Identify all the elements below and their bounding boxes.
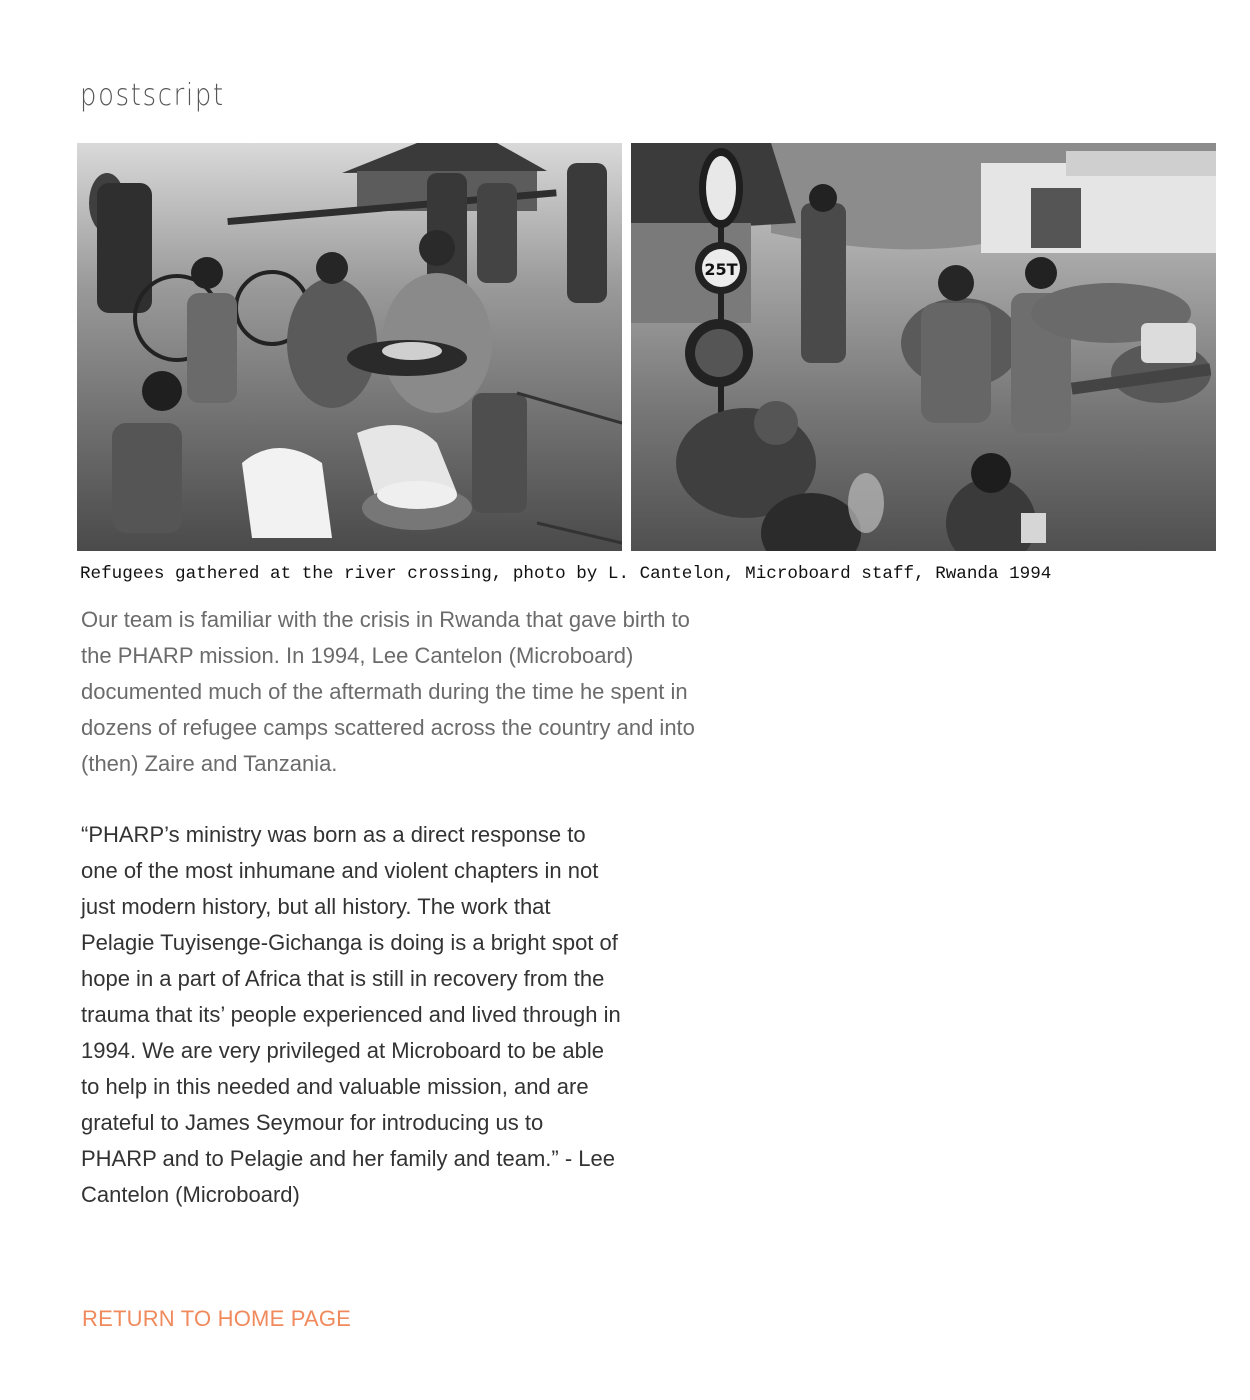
return-home-link[interactable]: RETURN TO HOME PAGE [82, 1306, 352, 1331]
speed-limit-sign-text: 25T [704, 260, 738, 279]
page-title: postscript [80, 78, 225, 113]
refugee-photo-left [77, 143, 622, 551]
refugee-photo-right-image [631, 143, 1216, 551]
intro-paragraph: Our team is familiar with the crisis in Rwanda that gave birth to the PHARP mission. In 1994, Lee Cantelon (Microboard) documented much of the aftermath during the time he spent in dozens of refugee camps scattered across the country and into (then) Zaire and Tanzania. [81, 607, 695, 776]
refugee-photo-right [631, 143, 1216, 551]
testimonial-quote: “PHARP’s ministry was born as a direct response to one of the most inhumane and violent chapters in not just modern history, but all history. The work that Pelagie Tuyisenge-Gichanga is doing is a bright spot of hope in a part of Africa that is still in recovery from the trauma that its’ people experienced and lived through in 1994. We are very privileged at Microboard to be able to help in this needed and valuable mission, and are grateful to James Seymour for introducing us to PHARP and to Pelagie and her family and team.” - Lee Cantelon (Microboard) [81, 822, 621, 1207]
refugee-photo-left-image [77, 143, 622, 551]
photo-caption: Refugees gathered at the river crossing, photo by L. Cantelon, Microboard staff, Rwanda 1994 [80, 564, 1052, 584]
